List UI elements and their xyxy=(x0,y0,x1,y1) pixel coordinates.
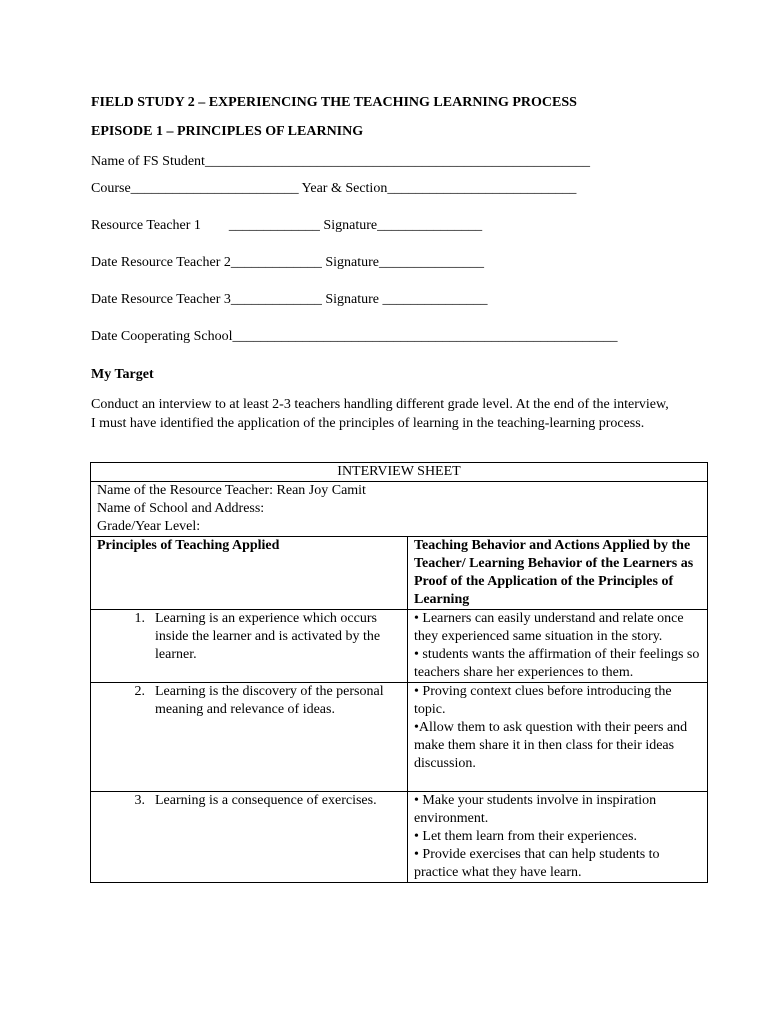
column-header-behavior: Teaching Behavior and Actions Applied by the Teacher/ Learning Behavior of the Learners as Proof of the Application of the Principles of Learning xyxy=(408,537,708,610)
course-section-field: Course________________________ Year & Section___________________________ xyxy=(91,181,577,196)
action-item: • Provide exercises that can help students to practice what they have learn. xyxy=(414,847,660,880)
table-row xyxy=(91,792,708,883)
action-item: • Make your students involve in inspiration environment. xyxy=(414,793,657,826)
sheet-info-cell xyxy=(91,482,708,537)
action-item: • students wants the affirmation of their feelings so teachers share her experiences to them. xyxy=(414,647,700,680)
principle-cell xyxy=(91,683,408,792)
principle-cell xyxy=(91,792,408,883)
sheet-title: INTERVIEW SHEET xyxy=(91,463,708,482)
column-header-row xyxy=(91,537,708,610)
action-item: •Allow them to ask question with their peers and make them share it in then class for their ideas discussion. xyxy=(414,720,688,771)
document-title: FIELD STUDY 2 – EXPERIENCING THE TEACHING LEARNING PROCESS xyxy=(91,95,577,110)
principle-cell xyxy=(91,610,408,683)
table-row xyxy=(91,610,708,683)
grade-level: Grade/Year Level: xyxy=(97,519,201,534)
column-header-principles: Principles of Teaching Applied xyxy=(91,537,408,610)
student-name-field: Name of FS Student_______________________________________________________ xyxy=(91,154,590,169)
resource-teacher-2-field: Date Resource Teacher 2_____________ Signature_______________ xyxy=(91,255,485,270)
school-address: Name of School and Address: xyxy=(97,501,265,516)
cooperating-school-field: Date Cooperating School_______________________________________________________ xyxy=(91,329,618,344)
row-number: 3. xyxy=(134,793,145,808)
target-text: Conduct an interview to at least 2-3 teachers handling different grade level. At the end of the interview, I must have identified the application of the principles of learning in the teaching-learning process. xyxy=(91,397,669,431)
action-item: • Let them learn from their experiences. xyxy=(414,829,637,844)
principle-text: Learning is the discovery of the personal meaning and relevance of ideas. xyxy=(155,684,384,717)
resource-teacher-3-field: Date Resource Teacher 3_____________ Signature _______________ xyxy=(91,292,488,307)
resource-teacher-name: Name of the Resource Teacher: Rean Joy Camit xyxy=(97,483,366,498)
table-row xyxy=(91,683,708,792)
actions-cell xyxy=(408,683,708,792)
action-item: • Learners can easily understand and relate once they experienced same situation in the story. xyxy=(414,611,684,644)
interview-sheet-table xyxy=(90,462,708,883)
resource-teacher-1-field: Resource Teacher 1 _____________ Signature_______________ xyxy=(91,218,483,233)
principle-text: Learning is an experience which occurs inside the learner and is activated by the learner. xyxy=(155,611,381,662)
actions-cell xyxy=(408,610,708,683)
row-number: 2. xyxy=(134,684,145,699)
action-item: • Proving context clues before introducing the topic. xyxy=(414,684,672,717)
row-number: 1. xyxy=(134,611,145,626)
target-heading: My Target xyxy=(91,367,154,382)
episode-title: EPISODE 1 – PRINCIPLES OF LEARNING xyxy=(91,124,364,139)
principle-text: Learning is a consequence of exercises. xyxy=(155,793,377,808)
sheet-info-row xyxy=(91,482,708,537)
sheet-title-row xyxy=(91,463,708,482)
actions-cell xyxy=(408,792,708,883)
